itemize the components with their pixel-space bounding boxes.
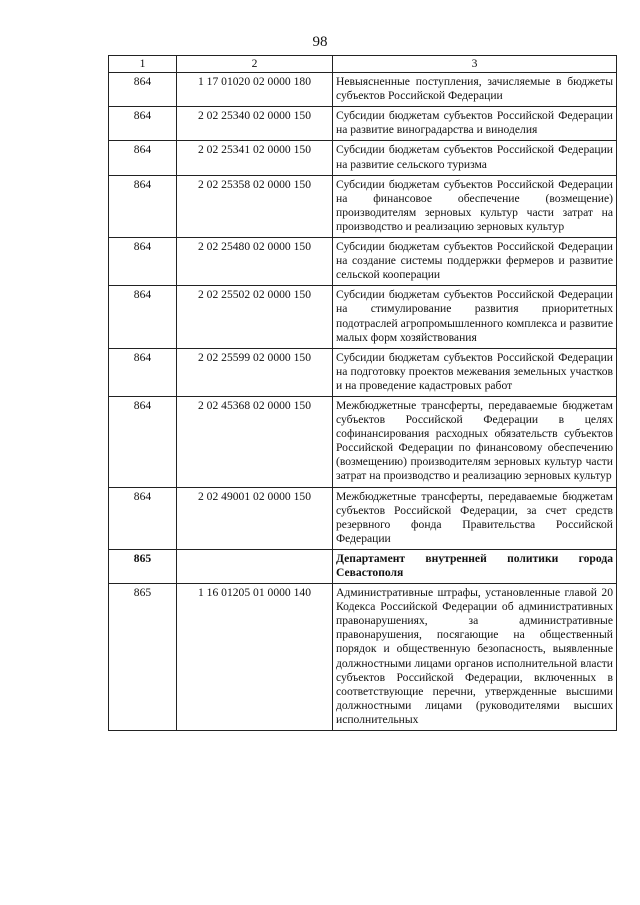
table-row	[109, 73, 617, 107]
admin-code-cell: 865	[109, 584, 177, 731]
budget-code-cell: 2 02 25341 02 0000 150	[177, 141, 333, 175]
admin-code-cell: 864	[109, 238, 177, 286]
budget-code-cell: 2 02 25502 02 0000 150	[177, 286, 333, 348]
table-row	[109, 141, 617, 175]
budget-code-cell	[177, 549, 333, 583]
revenue-name-cell: Невыясненные поступления, зачисляемые в бюджеты субъектов Российской Федерации	[333, 73, 617, 107]
budget-code-cell: 2 02 25599 02 0000 150	[177, 348, 333, 396]
table-row	[109, 175, 617, 237]
budget-code-cell: 2 02 25340 02 0000 150	[177, 107, 333, 141]
table-header-row	[109, 56, 617, 73]
table-row	[109, 238, 617, 286]
admin-code-cell: 864	[109, 487, 177, 549]
table-row	[109, 107, 617, 141]
table-row	[109, 286, 617, 348]
admin-code-cell: 864	[109, 141, 177, 175]
budget-code-cell: 2 02 25358 02 0000 150	[177, 175, 333, 237]
revenue-name-cell: Межбюджетные трансферты, передаваемые бюджетам субъектов Российской Федерации, за счет средств резервного фонда Правительства Российской Федерации	[333, 487, 617, 549]
revenue-name-cell: Административные штрафы, установленные главой 20 Кодекса Российской Федерации об административных правонарушениях, за административные правонарушения, посягающие на общественный порядок и общественную безопасность, выявленные должностными лицами органов исполнительной власти субъектов Российской Федерации, включенных в соответствующие перечни, утвержденные высшими должностными лицами (руководителями высших исполнительных	[333, 584, 617, 731]
budget-code-cell: 2 02 25480 02 0000 150	[177, 238, 333, 286]
revenue-name-cell: Субсидии бюджетам субъектов Российской Федерации на развитие виноградарства и виноделия	[333, 107, 617, 141]
admin-code-cell: 864	[109, 107, 177, 141]
admin-code-cell: 864	[109, 396, 177, 487]
revenue-name-cell: Субсидии бюджетам субъектов Российской Федерации на финансовое обеспечение (возмещение) производителям зерновых культур части затрат на производство и реализацию зерновых культур	[333, 175, 617, 237]
budget-code-cell: 2 02 49001 02 0000 150	[177, 487, 333, 549]
budget-code-cell: 1 16 01205 01 0000 140	[177, 584, 333, 731]
revenue-codes-table	[108, 55, 617, 731]
table-row	[109, 348, 617, 396]
budget-code-cell: 1 17 01020 02 0000 180	[177, 73, 333, 107]
table-row	[109, 584, 617, 731]
revenue-name-cell: Субсидии бюджетам субъектов Российской Федерации на стимулирование развития приоритетных подотраслей агропромышленного комплекса и развитие малых форм хозяйствования	[333, 286, 617, 348]
revenue-name-cell: Субсидии бюджетам субъектов Российской Федерации на подготовку проектов межевания земельных участков и на проведение кадастровых работ	[333, 348, 617, 396]
budget-code-cell: 2 02 45368 02 0000 150	[177, 396, 333, 487]
page-number: 98	[312, 34, 328, 50]
revenue-name-cell: Межбюджетные трансферты, передаваемые бюджетам субъектов Российской Федерации в целях софинансирования расходных обязательств субъектов Российской Федерации по финансовому обеспечению (возмещению) производителям зерновых культур части затрат на производство и реализацию зерновых культур	[333, 396, 617, 487]
admin-code-cell: 864	[109, 73, 177, 107]
admin-code-cell: 864	[109, 175, 177, 237]
column-header-1: 1	[109, 56, 177, 73]
column-header-3: 3	[333, 56, 617, 73]
table-row	[109, 487, 617, 549]
admin-code-cell: 864	[109, 286, 177, 348]
admin-code-cell: 865	[109, 549, 177, 583]
department-name-cell: Департамент внутренней политики города Севастополя	[333, 549, 617, 583]
section-header-row	[109, 549, 617, 583]
revenue-name-cell: Субсидии бюджетам субъектов Российской Федерации на создание системы поддержки фермеров и развитие сельской кооперации	[333, 238, 617, 286]
admin-code-cell: 864	[109, 348, 177, 396]
column-header-2: 2	[177, 56, 333, 73]
revenue-name-cell: Субсидии бюджетам субъектов Российской Федерации на развитие сельского туризма	[333, 141, 617, 175]
table-row	[109, 396, 617, 487]
